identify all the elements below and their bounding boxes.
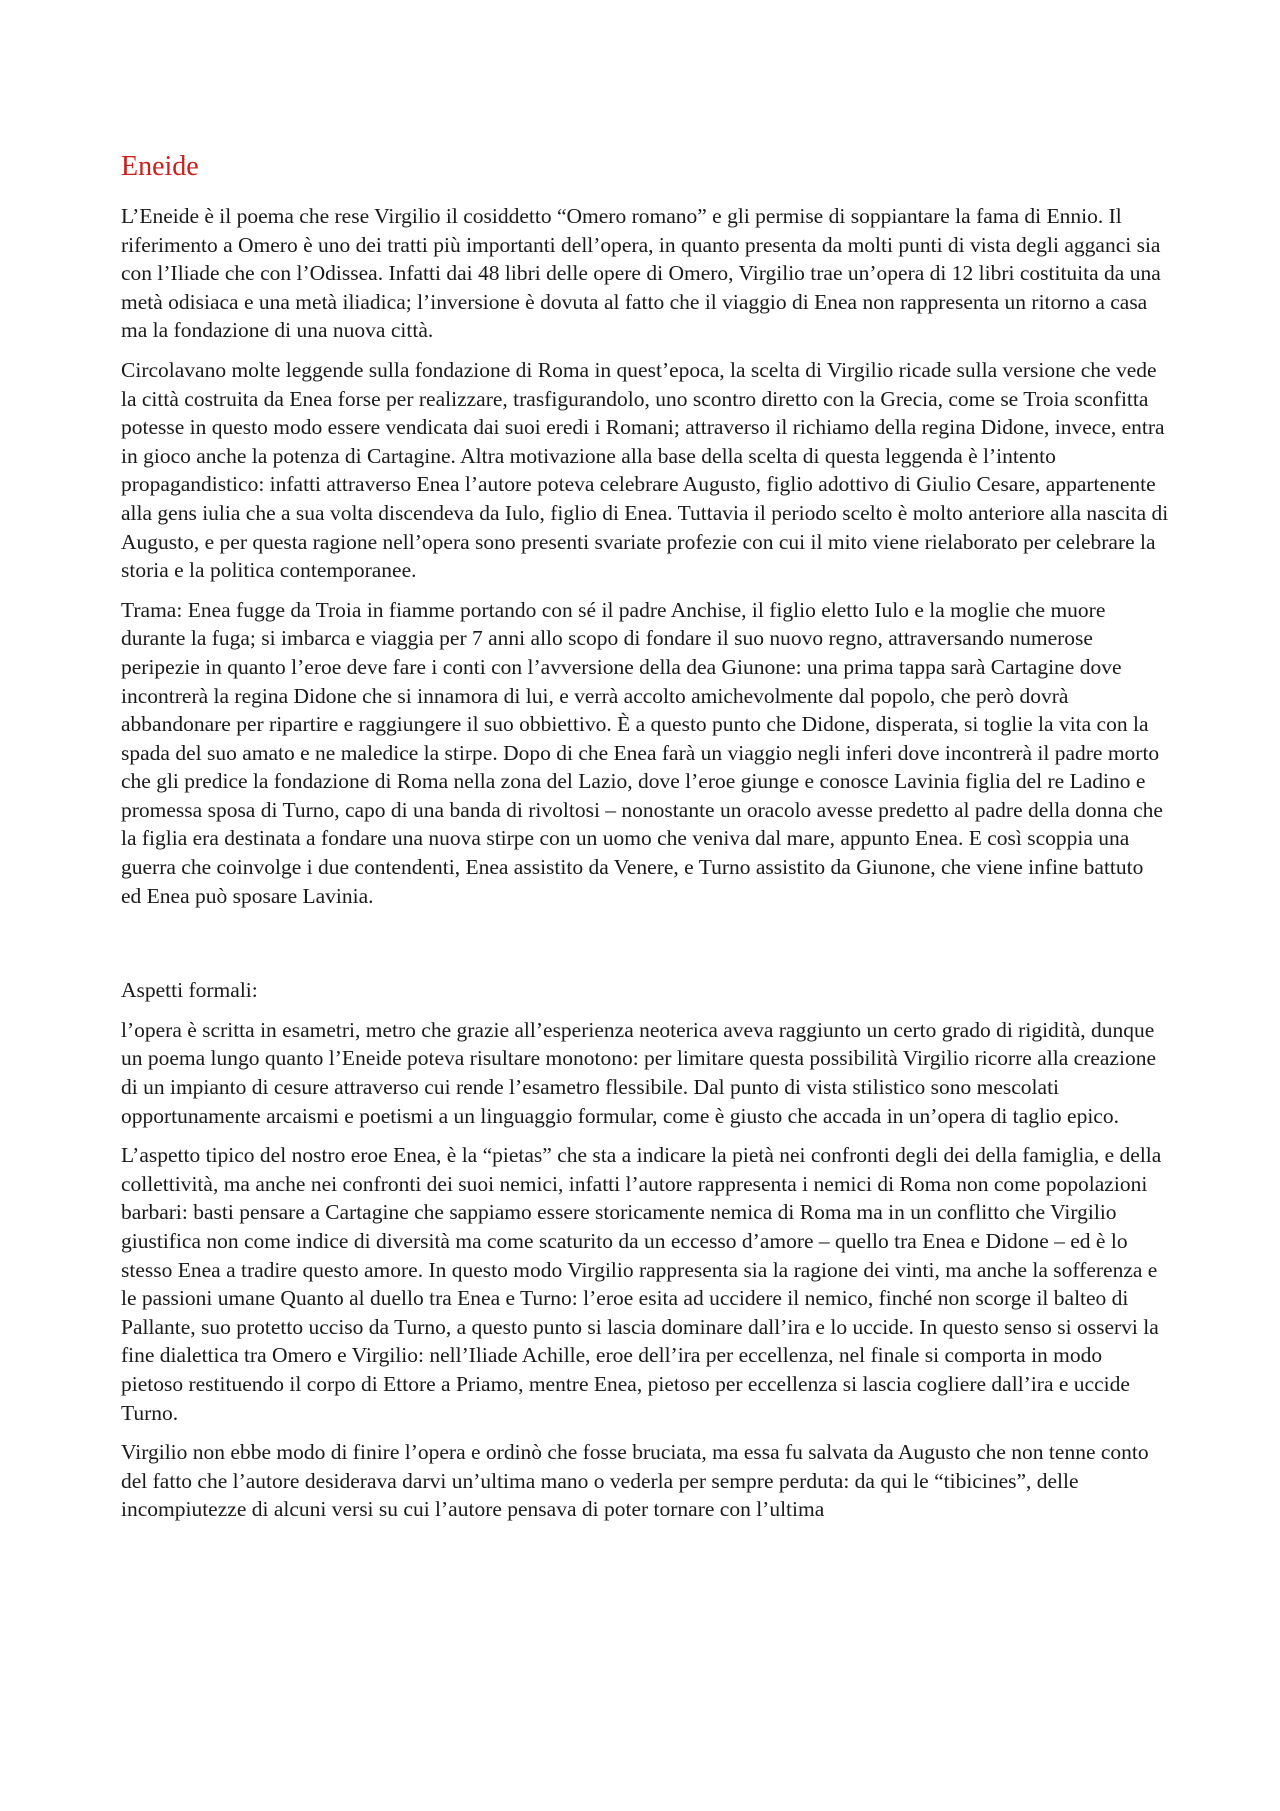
paragraph-plot: Trama: Enea fugge da Troia in fiamme portando con sé il padre Anchise, il figlio eletto Iulo e la moglie che muore durante la fuga; si imbarca e viaggia per 7 anni allo scopo di fondare il suo nuovo regno, attraversando numerose peripezie in quanto l’eroe deve fare i conti con l’avversione della dea Giunone: una prima tappa sarà Cartagine dove incontrerà la regina Didone che si innamora di lui, e verrà accolto amichevolmente dal popolo, che però dovrà abbandonare per ripartire e raggiungere il suo obbiettivo. È a questo punto che Didone, disperata, si toglie la vita con la spada del suo amato e ne maledice la stirpe. Dopo di che Enea farà un viaggio negli inferi dove incontrerà il padre morto che gli predice la fondazione di Roma nella zona del Lazio, dove l’eroe giunge e conosce Lavinia figlia del re Ladino e promessa sposa di Turno, capo di una banda di rivoltosi – nonostante un oracolo avesse predetto al padre della donna che la figlia era destinata a fondare una nuova stirpe con un uomo che veniva dal mare, appunto Enea. E così scoppia una guerra che coinvolge i due contendenti, Enea assistito da Venere, e Turno assistito da Giunone, che viene infine battuto ed Enea può sposare Lavinia. xyxy=(121,597,1163,908)
section-heading: Aspetti formali: xyxy=(121,978,258,1003)
document-title: Eneide xyxy=(121,151,199,182)
document-body xyxy=(121,150,1169,1535)
paragraph-legends: Circolavano molte leggende sulla fondazione di Roma in quest’epoca, la scelta di Virgilio ricade sulla versione che vede la città costruita da Enea forse per realizzare, trasfigurandolo, uno scontro diretto con la Grecia, come se Troia sconfitta potesse in questo modo essere vendicata dai suoi eredi i Romani; attraverso il richiamo della regina Didone, invece, entra in gioco anche la potenza di Cartagine. Altra motivazione alla base della scelta di questa leggenda è l’intento propagandistico: infatti attraverso Enea l’autore poteva celebrare Augusto, figlio adottivo di Giulio Cesare, appartenente alla gens iulia che a sua volta discendeva da Iulo, figlio di Enea. Tuttavia il periodo scelto è molto anteriore alla nascita di Augusto, e per questa ragione nell’opera sono presenti svariate profezie con cui il mito viene rielaborato per celebrare la storia e la politica contemporanee. xyxy=(121,357,1169,583)
paragraph-intro: L’Eneide è il poema che rese Virgilio il cosiddetto “Omero romano” e gli permise di soppiantare la fama di Ennio. Il riferimento a Omero è uno dei tratti più importanti dell’opera, in quanto presenta da molti punti di vista degli agganci sia con l’Iliade che con l’Odissea. Infatti dai 48 libri delle opere di Omero, Virgilio trae un’opera di 12 libri costituita da una metà odisiaca e una metà iliadica; l’inversione è dovuta al fatto che il viaggio di Enea non rappresenta un ritorno a casa ma la fondazione di una nuova città. xyxy=(121,204,1161,343)
paragraph-ending: Virgilio non ebbe modo di finire l’opera e ordinò che fosse bruciata, ma essa fu salvata da Augusto che non tenne conto del fatto che l’autore desiderava darvi un’ultima mano o vederla per sempre perduta: da qui le “tibicines”, delle incompiutezze di alcuni versi su cui l’autore pensava di poter tornare con l’ultima xyxy=(121,1440,1149,1522)
paragraph-meter: l’opera è scritta in esametri, metro che grazie all’esperienza neoterica aveva raggiunto un certo grado di rigidità, dunque un poema lungo quanto l’Eneide poteva risultare monotono: per limitare questa possibilità Virgilio ricorre alla creazione di un impianto di cesure attraverso cui rende l’esametro flessibile. Dal punto di vista stilistico sono mescolati opportunamente arcaismi e poetismi a un linguaggio formular, come è giusto che accada in un’opera di taglio epico. xyxy=(121,1017,1156,1128)
paragraph-pietas: L’aspetto tipico del nostro eroe Enea, è la “pietas” che sta a indicare la pietà nei confronti degli dei della famiglia, e della collettività, ma anche nei confronti dei suoi nemici, infatti l’autore rappresenta i nemici di Roma non come popolazioni barbari: basti pensare a Cartagine che sappiamo essere storicamente nemica di Roma ma in un conflitto che Virgilio giustifica non come indice di diversità ma come scaturito da un eccesso d’amore – quello tra Enea e Didone – ed è lo stesso Enea a tradire questo amore. In questo modo Virgilio rappresenta sia la ragione dei vinti, ma anche la sofferenza e le passioni umane Quanto al duello tra Enea e Turno: l’eroe esita ad uccidere il nemico, finché non scorge il balteo di Pallante, suo protetto ucciso da Turno, a questo punto si lascia dominare dall’ira e lo uccide. In questo senso si osservi la fine dialettica tra Omero e Virgilio: nell’Iliade Achille, eroe dell’ira per eccellenza, nel finale si comporta in modo pietoso restituendo il corpo di Ettore a Priamo, mentre Enea, pietoso per eccellenza si lascia cogliere dall’ira e uccide Turno. xyxy=(121,1143,1162,1425)
